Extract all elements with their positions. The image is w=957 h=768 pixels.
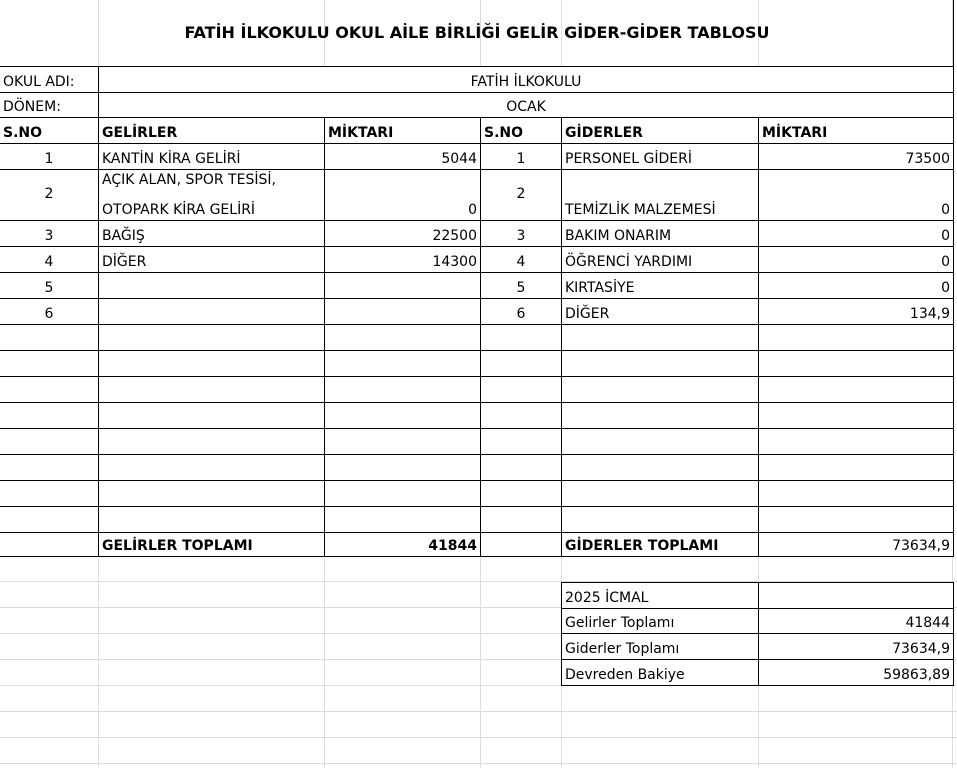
gelir-no[interactable]: 6 xyxy=(0,298,99,325)
empty-cell[interactable] xyxy=(98,506,325,533)
empty-cell[interactable] xyxy=(480,454,562,481)
empty-cell[interactable] xyxy=(561,350,759,377)
gider-name[interactable]: BAKIM ONARIM xyxy=(561,220,759,247)
empty-cell[interactable] xyxy=(758,376,954,403)
gelir-amount[interactable]: 0 xyxy=(324,169,481,221)
gider-no[interactable]: 5 xyxy=(480,272,562,299)
empty-cell[interactable] xyxy=(324,402,481,429)
empty-cell[interactable] xyxy=(758,324,954,351)
empty-cell[interactable] xyxy=(98,376,325,403)
icmal-devreden-label: Devreden Bakiye xyxy=(561,659,759,686)
empty-cell[interactable] xyxy=(480,324,562,351)
empty-cell[interactable] xyxy=(561,402,759,429)
gelir-name[interactable]: KANTİN KİRA GELİRİ xyxy=(98,143,325,170)
gider-name[interactable]: ÖĞRENCİ YARDIMI xyxy=(561,246,759,273)
header-gelirler: GELİRLER xyxy=(98,117,325,144)
empty-cell[interactable] xyxy=(758,428,954,455)
gelir-name[interactable] xyxy=(98,169,325,221)
donem-value[interactable]: OCAK xyxy=(98,92,954,118)
empty-cell[interactable] xyxy=(98,324,325,351)
empty-cell[interactable] xyxy=(758,454,954,481)
icmal-devreden-value[interactable]: 59863,89 xyxy=(758,659,954,686)
header-sno-left: S.NO xyxy=(0,117,99,144)
header-miktari-right: MİKTARI xyxy=(758,117,954,144)
empty-cell[interactable] xyxy=(758,402,954,429)
empty-cell[interactable] xyxy=(561,506,759,533)
gelir-amount[interactable]: 22500 xyxy=(324,220,481,247)
empty-cell[interactable] xyxy=(0,402,99,429)
empty-cell[interactable] xyxy=(561,376,759,403)
gelir-amount[interactable]: 5044 xyxy=(324,143,481,170)
icmal-gelirler-label: Gelirler Toplamı xyxy=(561,608,759,634)
empty-cell[interactable] xyxy=(98,480,325,507)
empty-cell[interactable] xyxy=(480,402,562,429)
gelir-name[interactable]: DİĞER xyxy=(98,246,325,273)
gridline xyxy=(0,711,957,712)
donem-label: DÖNEM: xyxy=(0,92,99,118)
empty-cell[interactable] xyxy=(98,350,325,377)
gelir-no[interactable]: 1 xyxy=(0,143,99,170)
gelir-no[interactable]: 3 xyxy=(0,220,99,247)
gider-name[interactable]: DİĞER xyxy=(561,298,759,325)
empty-cell[interactable] xyxy=(0,350,99,377)
okul-adi-value[interactable]: FATİH İLKOKULU xyxy=(98,66,954,93)
empty-cell[interactable] xyxy=(0,454,99,481)
gridline xyxy=(0,763,957,764)
gelir-no[interactable]: 5 xyxy=(0,272,99,299)
gelir-name[interactable]: BAĞIŞ xyxy=(98,220,325,247)
empty-cell[interactable] xyxy=(0,324,99,351)
empty-cell[interactable] xyxy=(324,376,481,403)
gelirler-toplami-label: GELİRLER TOPLAMI xyxy=(98,532,325,557)
empty-cell[interactable] xyxy=(324,454,481,481)
gelir-name[interactable] xyxy=(98,298,325,325)
totals-empty-cell[interactable] xyxy=(0,532,99,557)
empty-cell[interactable] xyxy=(0,428,99,455)
giderler-toplami-label: GİDERLER TOPLAMI xyxy=(561,532,759,557)
empty-cell[interactable] xyxy=(324,480,481,507)
gelir-no[interactable]: 4 xyxy=(0,246,99,273)
empty-cell[interactable] xyxy=(561,324,759,351)
empty-cell[interactable] xyxy=(480,428,562,455)
gider-no[interactable]: 4 xyxy=(480,246,562,273)
empty-cell[interactable] xyxy=(480,506,562,533)
gelir-name[interactable] xyxy=(98,272,325,299)
gelir-name-line2: OTOPARK KİRA GELİRİ xyxy=(102,202,256,218)
gider-name[interactable]: PERSONEL GİDERİ xyxy=(561,143,759,170)
gider-amount[interactable]: 0 xyxy=(758,220,954,247)
totals-empty-cell[interactable] xyxy=(480,532,562,557)
gider-amount[interactable]: 0 xyxy=(758,272,954,299)
header-giderler: GİDERLER xyxy=(561,117,759,144)
gider-amount[interactable]: 0 xyxy=(758,169,954,221)
gider-name[interactable]: KIRTASİYE xyxy=(561,272,759,299)
empty-cell[interactable] xyxy=(0,376,99,403)
gider-no[interactable]: 6 xyxy=(480,298,562,325)
icmal-title: 2025 İCMAL xyxy=(561,582,759,609)
gider-no[interactable]: 1 xyxy=(480,143,562,170)
gelir-name-line1: AÇIK ALAN, SPOR TESİSİ, xyxy=(102,172,276,188)
empty-cell[interactable] xyxy=(561,428,759,455)
empty-cell[interactable] xyxy=(98,454,325,481)
empty-cell[interactable] xyxy=(0,506,99,533)
okul-adi-label: OKUL ADI: xyxy=(0,66,99,93)
icmal-gelirler-value[interactable]: 41844 xyxy=(758,608,954,634)
gelir-amount[interactable] xyxy=(324,272,481,299)
gelir-no[interactable]: 2 xyxy=(0,169,99,221)
gider-amount[interactable]: 134,9 xyxy=(758,298,954,325)
empty-cell[interactable] xyxy=(758,480,954,507)
giderler-toplami-value[interactable]: 73634,9 xyxy=(758,532,954,557)
icmal-title-value[interactable] xyxy=(758,582,954,609)
header-sno-right: S.NO xyxy=(480,117,562,144)
gelir-amount[interactable]: 14300 xyxy=(324,246,481,273)
empty-cell[interactable] xyxy=(758,350,954,377)
icmal-giderler-value[interactable]: 73634,9 xyxy=(758,633,954,660)
empty-cell[interactable] xyxy=(324,428,481,455)
gider-no[interactable]: 3 xyxy=(480,220,562,247)
gelirler-toplami-value[interactable]: 41844 xyxy=(324,532,481,557)
empty-cell[interactable] xyxy=(561,454,759,481)
empty-cell[interactable] xyxy=(324,506,481,533)
empty-cell[interactable] xyxy=(98,428,325,455)
gelir-amount[interactable] xyxy=(324,298,481,325)
empty-cell[interactable] xyxy=(480,376,562,403)
gider-amount[interactable]: 73500 xyxy=(758,143,954,170)
empty-cell[interactable] xyxy=(98,402,325,429)
icmal-giderler-label: Giderler Toplamı xyxy=(561,633,759,660)
gider-name[interactable]: TEMİZLİK MALZEMESİ xyxy=(561,169,759,221)
empty-cell[interactable] xyxy=(0,480,99,507)
gider-amount[interactable]: 0 xyxy=(758,246,954,273)
empty-cell[interactable] xyxy=(324,324,481,351)
empty-cell[interactable] xyxy=(324,350,481,377)
empty-cell[interactable] xyxy=(561,480,759,507)
empty-cell[interactable] xyxy=(480,480,562,507)
gridline xyxy=(0,737,957,738)
gider-no[interactable]: 2 xyxy=(480,169,562,221)
header-miktari-left: MİKTARI xyxy=(324,117,481,144)
empty-cell[interactable] xyxy=(480,350,562,377)
page-title: FATİH İLKOKULU OKUL AİLE BİRLİĞİ GELİR GİDER-GİDER TABLOSU xyxy=(184,23,770,42)
empty-cell[interactable] xyxy=(758,506,954,533)
